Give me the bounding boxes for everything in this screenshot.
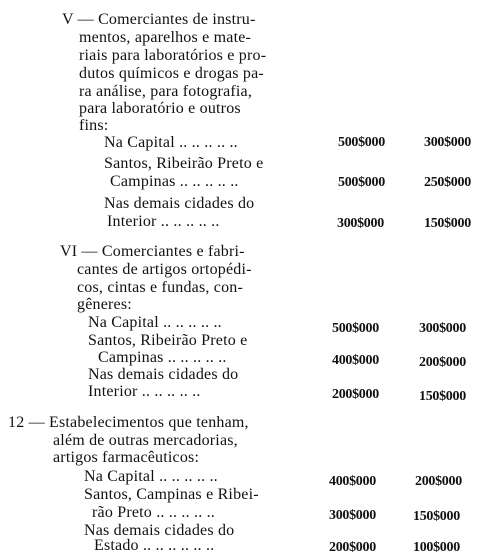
section-vi-row-1-label: Na Capital .. .. .. .. ..	[88, 314, 222, 331]
item-12-row-2-label-1: Santos, Campinas e Ribei-	[84, 486, 259, 503]
section-v-line-5: ra análise, para fotografia,	[79, 83, 253, 100]
section-vi-row-2-value-2: 200$000	[419, 355, 466, 370]
section-v-row-2-value-1: 500$000	[338, 175, 385, 190]
section-vi-row-3-value-1: 200$000	[332, 387, 379, 402]
section-vi-line-2: cantes de artigos ortopédi-	[77, 261, 252, 278]
section-v-row-2-label-2: Campinas .. .. .. .. ..	[110, 173, 239, 190]
section-v-line-2: mentos, aparelhos e mate-	[79, 29, 252, 46]
section-vi-row-2-label-1: Santos, Ribeirão Preto e	[88, 332, 248, 349]
section-vi-row-2-label-2: Campinas .. .. .. .. ..	[98, 349, 227, 366]
section-v-line-6: para laboratório e outros	[79, 100, 241, 117]
item-12-row-3-label-2: Estado .. .. .. .. .. ..	[94, 537, 215, 554]
section-vi-row-1-value-1: 500$000	[332, 321, 379, 336]
item-12-row-1-label: Na Capital .. .. .. .. ..	[84, 468, 218, 485]
section-vi-line-3: cos, cintas e fundas, con-	[77, 279, 244, 296]
section-vi-row-3-value-2: 150$000	[419, 389, 466, 404]
section-vi-row-3-label-1: Nas demais cidades do	[88, 366, 239, 383]
section-v-row-2-value-2: 250$000	[424, 175, 471, 190]
section-v-line-3: riais para laboratórios e pro-	[79, 47, 267, 64]
item-12-line-1: 12 — Estabelecimentos que tenham,	[8, 414, 249, 431]
section-v-row-1-value-1: 500$000	[338, 135, 385, 150]
section-v-row-3-label-2: Interior .. .. .. .. ..	[107, 213, 220, 230]
section-vi-row-2-value-1: 400$000	[332, 353, 379, 368]
item-12-row-3-value-2: 100$000	[413, 540, 460, 555]
section-vi-row-3-label-2: Interior .. .. .. .. ..	[88, 383, 201, 400]
section-v-line-1: V — Comerciantes de instru-	[62, 11, 256, 28]
item-12-line-2: além de outras mercadorias,	[53, 432, 238, 449]
section-v-row-3-label-1: Nas demais cidades do	[104, 195, 255, 212]
section-v-line-7: fins:	[79, 117, 109, 134]
section-v-row-1-value-2: 300$000	[424, 135, 471, 150]
section-vi-line-1: VI — Comerciantes e fabri-	[60, 243, 245, 260]
section-v-row-2-label-1: Santos, Ribeirão Preto e	[104, 155, 264, 172]
item-12-row-2-value-1: 300$000	[329, 508, 376, 523]
item-12-row-2-value-2: 150$000	[413, 509, 460, 524]
section-vi-line-4: gêneres:	[77, 296, 132, 313]
section-v-line-4: dutos químicos e drogas pa-	[79, 65, 264, 82]
item-12-line-3: artigos farmacêuticos:	[53, 449, 200, 466]
item-12-row-2-label-2: rão Preto .. .. .. .. ..	[92, 504, 216, 521]
item-12-row-1-value-2: 200$000	[415, 474, 462, 489]
item-12-row-3-label-1: Nas demais cidades do	[84, 522, 235, 539]
section-v-row-1-label: Na Capital .. .. .. .. ..	[104, 134, 238, 151]
item-12-row-3-value-1: 200$000	[329, 540, 376, 555]
item-12-row-1-value-1: 400$000	[329, 474, 376, 489]
section-v-row-3-value-1: 300$000	[337, 216, 384, 231]
section-v-row-3-value-2: 150$000	[424, 216, 471, 231]
section-vi-row-1-value-2: 300$000	[419, 321, 466, 336]
